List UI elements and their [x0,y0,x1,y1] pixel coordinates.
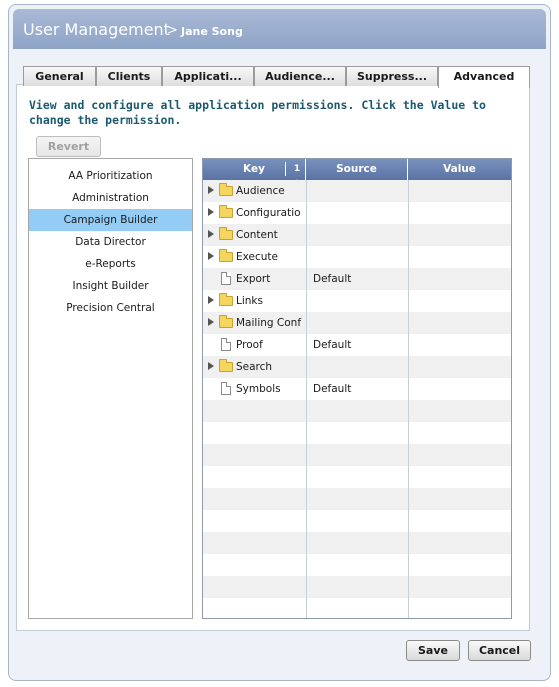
instructions-text: View and configure all application permissions. Click the Value to change the permission. [29,98,486,127]
page-title: User Management [23,20,170,39]
app-item-e-reports[interactable]: e-Reports [85,258,136,270]
folder-icon [219,208,233,218]
source-cell: Default [313,339,352,351]
expand-arrow-icon[interactable] [208,186,214,194]
app-item-aa-prioritization[interactable]: AA Prioritization [68,170,153,182]
app-item-administration[interactable]: Administration [72,192,149,204]
key-cell [203,224,306,246]
empty-table-row [203,444,511,466]
source-cell [313,246,409,268]
tab-applications[interactable]: Applicati... [162,66,254,86]
tab-audiences[interactable]: Audience... [254,66,346,86]
folder-icon [219,186,233,196]
expand-arrow-icon[interactable] [208,252,214,260]
value-cell[interactable] [409,312,511,334]
application-list [28,158,193,619]
source-cell [313,312,409,334]
app-item-insight-builder[interactable]: Insight Builder [72,280,149,292]
source-cell [313,202,409,224]
tab-general[interactable]: General [23,66,96,86]
table-row[interactable] [203,290,511,312]
value-cell[interactable] [409,246,511,268]
empty-table-row [203,422,511,444]
column-header-key-label: Key [243,163,265,175]
title-bar [13,9,546,49]
key-cell [203,356,306,378]
source-cell [313,356,409,378]
key-label: Symbols [236,383,281,395]
key-label: Mailing Conf [236,317,302,329]
tab-clients[interactable]: Clients [96,66,162,86]
empty-table-row [203,532,511,554]
folder-icon [219,296,233,306]
table-row[interactable] [203,202,511,224]
value-cell[interactable] [409,180,511,202]
column-header-value[interactable]: Value [443,163,476,175]
empty-table-row [203,554,511,576]
key-cell [203,180,306,202]
document-icon [221,338,231,351]
key-label: Execute [236,251,278,263]
empty-table-row [203,576,511,598]
source-cell [313,180,409,202]
value-cell[interactable] [409,290,511,312]
key-cell [203,202,306,224]
app-item-campaign-builder[interactable]: Campaign Builder [29,209,192,231]
key-label: Search [236,361,273,373]
folder-icon [219,318,233,328]
app-item-data-director[interactable]: Data Director [75,236,146,248]
value-cell[interactable] [409,356,511,378]
expand-arrow-icon[interactable] [208,318,214,326]
value-cell[interactable] [409,268,511,290]
key-cell [203,312,306,334]
table-row[interactable] [203,356,511,378]
source-cell: Default [313,273,352,285]
table-row[interactable] [203,246,511,268]
grid-header [203,159,511,180]
expand-arrow-icon[interactable] [208,362,214,370]
value-cell[interactable] [409,202,511,224]
empty-table-row [203,488,511,510]
table-row[interactable] [203,334,511,356]
breadcrumb-separator: > [167,23,178,38]
key-cell [203,290,306,312]
document-icon [221,382,231,395]
cancel-button[interactable]: Cancel [468,640,531,661]
key-label: Content [236,229,278,241]
sort-ascending-indicator[interactable]: 1 [285,162,305,176]
source-cell: Default [313,383,352,395]
save-button[interactable]: Save [406,640,460,661]
empty-table-row [203,466,511,488]
grid-body [203,180,511,619]
key-label: Configuratio [236,207,301,219]
breadcrumb-user-name: Jane Song [181,25,243,38]
folder-icon [219,252,233,262]
key-cell [203,334,306,356]
column-header-source[interactable]: Source [306,159,408,180]
app-item-precision-central[interactable]: Precision Central [66,302,155,314]
source-cell [313,224,409,246]
key-label: Audience [236,185,285,197]
empty-table-row [203,598,511,619]
document-icon [221,272,231,285]
expand-arrow-icon[interactable] [208,296,214,304]
tab-advanced[interactable]: Advanced [438,66,530,88]
expand-arrow-icon[interactable] [208,230,214,238]
key-label: Proof [236,339,263,351]
column-divider [408,180,409,618]
table-row[interactable] [203,268,511,290]
revert-button[interactable]: Revert [36,136,101,157]
table-row[interactable] [203,312,511,334]
key-label: Export [236,273,271,285]
key-cell [203,268,306,290]
folder-icon [219,362,233,372]
value-cell[interactable] [409,378,511,400]
expand-arrow-icon[interactable] [208,208,214,216]
permissions-grid [202,158,512,619]
key-label: Links [236,295,263,307]
table-row[interactable] [203,180,511,202]
source-cell [313,290,409,312]
empty-table-row [203,510,511,532]
tab-suppressions[interactable]: Suppress... [346,66,438,86]
value-cell[interactable] [409,224,511,246]
folder-icon [219,230,233,240]
table-row[interactable] [203,224,511,246]
column-divider [306,180,307,618]
empty-table-row [203,400,511,422]
key-cell [203,378,306,400]
column-header-key[interactable] [203,159,306,180]
key-cell [203,246,306,268]
table-row[interactable] [203,378,511,400]
value-cell[interactable] [409,334,511,356]
